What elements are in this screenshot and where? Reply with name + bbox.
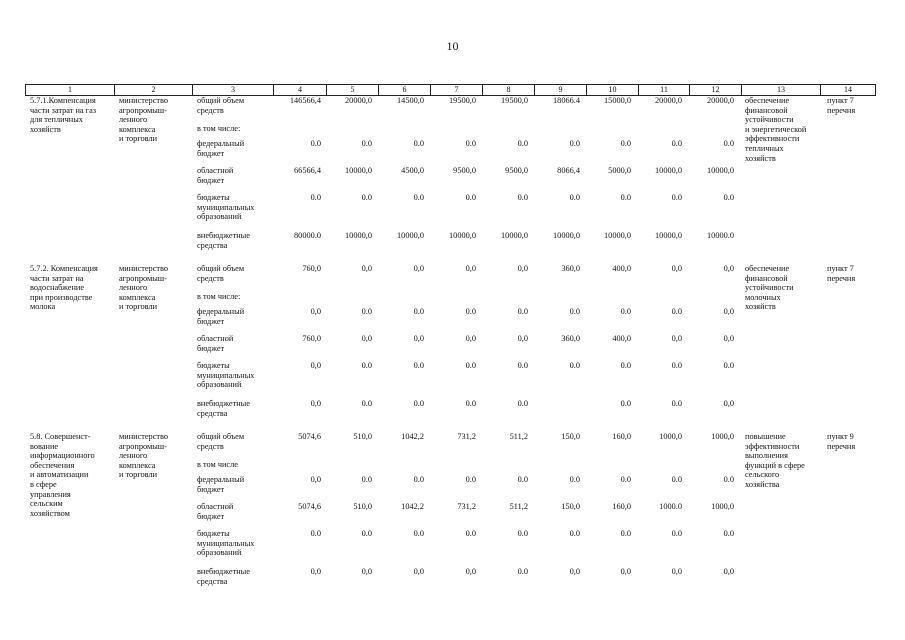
funding-value: 0,0 <box>723 334 734 343</box>
funding-source-label: в том числе: <box>197 292 241 301</box>
funding-value: 150,0 <box>561 432 580 441</box>
header-col-7: 7 <box>430 85 482 95</box>
funding-value: 0,0 <box>723 307 734 316</box>
funding-value: 0,0 <box>671 264 682 273</box>
expected-result: эффективности <box>745 134 800 144</box>
page-number: 10 <box>446 39 459 53</box>
funding-value: 0,0 <box>671 334 682 343</box>
funding-source-label: общий объем <box>197 432 245 441</box>
funding-value: 80000.0 <box>294 231 321 240</box>
expected-result: сельского <box>745 470 780 480</box>
expected-result: хозяйств <box>745 153 776 163</box>
funding-value: 0.0 <box>723 139 734 148</box>
header-col-5: 5 <box>326 85 378 95</box>
funding-value: 731,2 <box>457 502 476 511</box>
funding-value: 0.0 <box>413 475 424 484</box>
funding-source-label: средства <box>197 240 228 250</box>
executor-name: ленного <box>119 451 148 461</box>
activity-name: и автоматизации <box>30 470 89 480</box>
funding-value: 0,0 <box>723 399 734 408</box>
table-header <box>25 84 876 96</box>
funding-value: 0.0 <box>361 361 372 370</box>
reference-point: перечня <box>827 441 856 451</box>
funding-value: 0.0 <box>310 139 321 148</box>
funding-value: 0.0 <box>569 307 580 316</box>
funding-value: 0.0 <box>413 529 424 538</box>
funding-value: 20000,0 <box>707 96 734 105</box>
funding-value: 1042,2 <box>401 502 424 511</box>
funding-value: 0.0 <box>517 567 528 576</box>
funding-value: 0.0 <box>517 361 528 370</box>
funding-value: 8066,4 <box>557 166 580 175</box>
funding-value: 0.0 <box>723 475 734 484</box>
funding-value: 0.0 <box>671 361 682 370</box>
funding-value: 511,2 <box>509 432 528 441</box>
executor-name: ленного <box>119 283 148 293</box>
funding-source-label: бюджеты <box>197 361 230 370</box>
executor-name: агропромыш- <box>119 105 167 115</box>
funding-value: 360,0 <box>561 334 580 343</box>
executor-name: комплекса <box>119 124 156 134</box>
funding-value: 0.0 <box>569 475 580 484</box>
header-col-4: 4 <box>273 85 326 95</box>
header-col-10: 10 <box>586 85 638 95</box>
funding-value: 160,0 <box>612 502 631 511</box>
funding-value: 20000,0 <box>655 96 682 105</box>
funding-value: 760,0 <box>302 264 321 273</box>
reference-point: пункт 9 <box>827 432 854 441</box>
funding-value: 0.0 <box>413 361 424 370</box>
funding-value: 0.0 <box>723 361 734 370</box>
activity-name: управления <box>30 489 71 499</box>
funding-value: 146566,4 <box>289 96 321 105</box>
funding-value: 10000,0 <box>655 166 682 175</box>
activity-name: в сфере <box>30 480 57 489</box>
funding-source-label: средств <box>197 105 224 115</box>
header-col-2: 2 <box>114 85 192 95</box>
funding-value: 0.0 <box>723 529 734 538</box>
activity-name: 5.7.1.Компенсация <box>30 96 96 105</box>
expected-result: эффективности <box>745 441 800 451</box>
funding-value: 10000,0 <box>397 231 424 240</box>
funding-source-label: федеральный <box>197 307 245 316</box>
funding-source-label: средства <box>197 576 228 586</box>
executor-name: и торговли <box>119 134 158 144</box>
activity-name: хозяйством <box>30 508 70 518</box>
funding-value: 14500,0 <box>397 96 424 105</box>
funding-value: 10000,0 <box>345 166 372 175</box>
header-col-1: 1 <box>25 85 114 95</box>
funding-value: 0.0 <box>310 529 321 538</box>
funding-source-label: средства <box>197 408 228 418</box>
funding-value: 0.0 <box>517 193 528 202</box>
funding-value: 0.0 <box>671 475 682 484</box>
header-col-12: 12 <box>689 85 741 95</box>
activity-name: водоснабжение <box>30 283 85 293</box>
funding-value: 400,0 <box>612 264 631 273</box>
header-col-3: 3 <box>192 85 273 95</box>
executor-name: комплекса <box>119 292 156 302</box>
funding-value: 400,0 <box>612 334 631 343</box>
funding-value: 4500,0 <box>401 166 424 175</box>
funding-value: 0.0 <box>413 193 424 202</box>
funding-source-label: бюджет <box>197 511 225 521</box>
reference-point: пункт 7 <box>827 96 854 105</box>
funding-value: 10000,0 <box>655 231 682 240</box>
funding-value: 0.0 <box>361 139 372 148</box>
expected-result: молочных <box>745 292 781 302</box>
funding-value: 0,0 <box>310 399 321 408</box>
funding-value: 10000,0 <box>707 166 734 175</box>
funding-value: 9500,0 <box>505 166 528 175</box>
funding-value: 0,0 <box>517 334 528 343</box>
funding-value: 0.0 <box>620 139 631 148</box>
activity-name: 5.7.2. Компенсация <box>30 264 98 273</box>
funding-value: 0,0 <box>413 334 424 343</box>
funding-source-label: образований <box>197 548 242 558</box>
funding-source-label: бюджеты <box>197 529 230 538</box>
funding-value: 0.0 <box>310 193 321 202</box>
funding-value: 0.0 <box>671 139 682 148</box>
funding-value: 0.0 <box>465 475 476 484</box>
funding-value: 10000,0 <box>449 231 476 240</box>
executor-name: министерство <box>119 96 169 105</box>
funding-source-label: областной <box>197 502 234 511</box>
funding-value: 0.0 <box>361 475 372 484</box>
funding-source-label: бюджет <box>197 484 225 494</box>
funding-value: 0,0 <box>413 567 424 576</box>
funding-source-label: бюджет <box>197 148 225 158</box>
funding-source-label: областной <box>197 166 234 175</box>
funding-source-label: общий объем <box>197 96 245 105</box>
funding-value: 0.0 <box>517 399 528 408</box>
expected-result: хозяйств <box>745 302 776 312</box>
funding-value: 19500,0 <box>501 96 528 105</box>
funding-value: 1042,2 <box>401 432 424 441</box>
activity-name: обеспечения <box>30 460 75 470</box>
funding-source-label: федеральный <box>197 475 245 484</box>
funding-value: 0,0 <box>310 307 321 316</box>
funding-value: 0.0 <box>517 475 528 484</box>
funding-value: 1000,0 <box>659 432 682 441</box>
funding-value: 10000,0 <box>501 231 528 240</box>
funding-value: 360,0 <box>561 264 580 273</box>
funding-value: 0.0 <box>671 307 682 316</box>
executor-name: агропромыш- <box>119 441 167 451</box>
funding-value: 0.0 <box>465 361 476 370</box>
activity-name: части затрат на <box>30 273 84 283</box>
funding-value: 0.0 <box>413 307 424 316</box>
funding-source-label: федеральный <box>197 139 245 148</box>
expected-result: и энергетической <box>745 124 807 134</box>
activity-name: для тепличных <box>30 115 83 125</box>
activity-name: вование <box>30 441 59 451</box>
funding-value: 1000,0 <box>711 502 734 511</box>
funding-source-label: средств <box>197 273 224 283</box>
executor-name: министерство <box>119 432 169 441</box>
funding-source-label: муниципальных <box>197 370 255 380</box>
funding-source-label: средств <box>197 441 224 451</box>
funding-value: 1000.0 <box>659 502 682 511</box>
expected-result: тепличных <box>745 144 784 153</box>
activity-name: при производстве <box>30 292 93 302</box>
funding-value: 0.0 <box>671 529 682 538</box>
funding-value: 0.0 <box>413 399 424 408</box>
funding-value: 150,0 <box>561 502 580 511</box>
funding-value: 0.0 <box>361 307 372 316</box>
funding-source-label: образований <box>197 212 242 222</box>
executor-name: и торговли <box>119 470 158 480</box>
funding-source-label: внебюджетные <box>197 231 250 240</box>
funding-value: 0.0 <box>465 193 476 202</box>
funding-value: 0.0 <box>361 193 372 202</box>
expected-result: устойчивости <box>745 283 794 293</box>
funding-source-label: общий объем <box>197 264 245 273</box>
header-col-9: 9 <box>534 85 586 95</box>
funding-value: 0.0 <box>671 193 682 202</box>
funding-source-label: муниципальных <box>197 202 255 212</box>
funding-value: 0.0 <box>620 307 631 316</box>
funding-value: 0,0 <box>723 567 734 576</box>
funding-value: 731,2 <box>457 432 476 441</box>
reference-point: перечня <box>827 273 856 283</box>
funding-value: 0,0 <box>465 264 476 273</box>
expected-result: повышение <box>745 432 786 441</box>
funding-value: 760,0 <box>302 334 321 343</box>
executor-name: министерство <box>119 264 169 273</box>
funding-source-label: бюджет <box>197 316 225 326</box>
funding-value: 1000,0 <box>711 432 734 441</box>
funding-value: 0.0 <box>620 399 631 408</box>
funding-value: 160,0 <box>612 432 631 441</box>
expected-result: обеспечение <box>745 264 790 273</box>
funding-value: 0.0 <box>361 529 372 538</box>
activity-name: части затрат на газ <box>30 105 97 115</box>
funding-value: 511,2 <box>509 502 528 511</box>
executor-name: комплекса <box>119 460 156 470</box>
funding-value: 0,0 <box>361 264 372 273</box>
funding-source-label: образований <box>197 380 242 390</box>
executor-name: ленного <box>119 115 148 125</box>
funding-value: 0,0 <box>671 567 682 576</box>
funding-value: 0,0 <box>361 567 372 576</box>
expected-result: хозяйства <box>745 480 780 489</box>
funding-value: 0.0 <box>465 529 476 538</box>
expected-result: устойчивости <box>745 115 794 125</box>
expected-result: функций в сфере <box>745 460 805 470</box>
funding-value: 10000,0 <box>345 231 372 240</box>
funding-value: 5074,6 <box>298 432 321 441</box>
funding-value: 0,0 <box>569 567 580 576</box>
activity-name: молока <box>30 302 56 312</box>
funding-value: 0,0 <box>465 334 476 343</box>
reference-point: пункт 7 <box>827 264 854 273</box>
funding-value: 0.0 <box>517 139 528 148</box>
funding-value: 20000,0 <box>345 96 372 105</box>
funding-value: 0.0 <box>413 139 424 148</box>
header-col-6: 6 <box>378 85 430 95</box>
funding-value: 0.0 <box>569 139 580 148</box>
funding-value: 0,0 <box>310 567 321 576</box>
activity-name: информационного <box>30 451 95 461</box>
funding-value: 19500,0 <box>449 96 476 105</box>
funding-value: 0.0 <box>620 361 631 370</box>
funding-value: 0,0 <box>310 475 321 484</box>
funding-value: 0,0 <box>413 264 424 273</box>
executor-name: агропромыш- <box>119 273 167 283</box>
funding-source-label: внебюджетные <box>197 567 250 576</box>
funding-value: 0.0 <box>723 193 734 202</box>
activity-name: хозяйств <box>30 124 61 134</box>
funding-value: 66566,4 <box>294 166 321 175</box>
funding-value: 0,0 <box>517 264 528 273</box>
funding-value: 9500,0 <box>453 166 476 175</box>
funding-value: 510,0 <box>353 502 372 511</box>
funding-value: 18066.4 <box>553 96 580 105</box>
funding-value: 0.0 <box>465 307 476 316</box>
funding-value: 0.0 <box>569 193 580 202</box>
funding-value: 0,0 <box>465 567 476 576</box>
funding-value: 0.0 <box>620 475 631 484</box>
funding-source-label: бюджет <box>197 175 225 185</box>
expected-result: финансовой <box>745 105 788 115</box>
funding-value: 0,0 <box>310 361 321 370</box>
funding-value: 0.0 <box>620 193 631 202</box>
expected-result: финансовой <box>745 273 788 283</box>
funding-source-label: бюджет <box>197 343 225 353</box>
activity-name: 5.8. Совершенст- <box>30 432 91 441</box>
reference-point: перечня <box>827 105 856 115</box>
funding-value: 10000,0 <box>553 231 580 240</box>
header-col-8: 8 <box>482 85 534 95</box>
funding-value: 10000.0 <box>707 231 734 240</box>
funding-value: 0,0 <box>723 264 734 273</box>
funding-source-label: областной <box>197 334 234 343</box>
funding-source-label: в том числе: <box>197 124 241 133</box>
funding-value: 0.0 <box>517 529 528 538</box>
funding-value: 0.0 <box>569 361 580 370</box>
executor-name: и торговли <box>119 302 158 312</box>
funding-value: 0.0 <box>517 307 528 316</box>
funding-value: 5074,6 <box>298 502 321 511</box>
funding-value: 10000,0 <box>604 231 631 240</box>
funding-value: 0.0 <box>361 399 372 408</box>
funding-value: 5000,0 <box>608 166 631 175</box>
activity-name: сельским <box>30 499 63 509</box>
funding-value: 510,0 <box>353 432 372 441</box>
expected-result: выполнения <box>745 451 788 461</box>
funding-value: 0.0 <box>620 529 631 538</box>
funding-value: 0.0 <box>465 139 476 148</box>
funding-value: 15000,0 <box>604 96 631 105</box>
funding-value: 0,0 <box>361 334 372 343</box>
funding-value: 0.0 <box>671 399 682 408</box>
funding-source-label: внебюджетные <box>197 399 250 408</box>
expected-result: обеспечение <box>745 96 790 105</box>
header-col-14: 14 <box>820 85 876 95</box>
funding-source-label: муниципальных <box>197 538 255 548</box>
funding-source-label: бюджеты <box>197 193 230 202</box>
header-col-13: 13 <box>741 85 820 95</box>
funding-source-label: в том числе <box>197 460 238 469</box>
funding-value: 0,0 <box>620 567 631 576</box>
header-col-11: 11 <box>638 85 689 95</box>
funding-value: 0.0 <box>465 399 476 408</box>
funding-value: 0.0 <box>569 529 580 538</box>
